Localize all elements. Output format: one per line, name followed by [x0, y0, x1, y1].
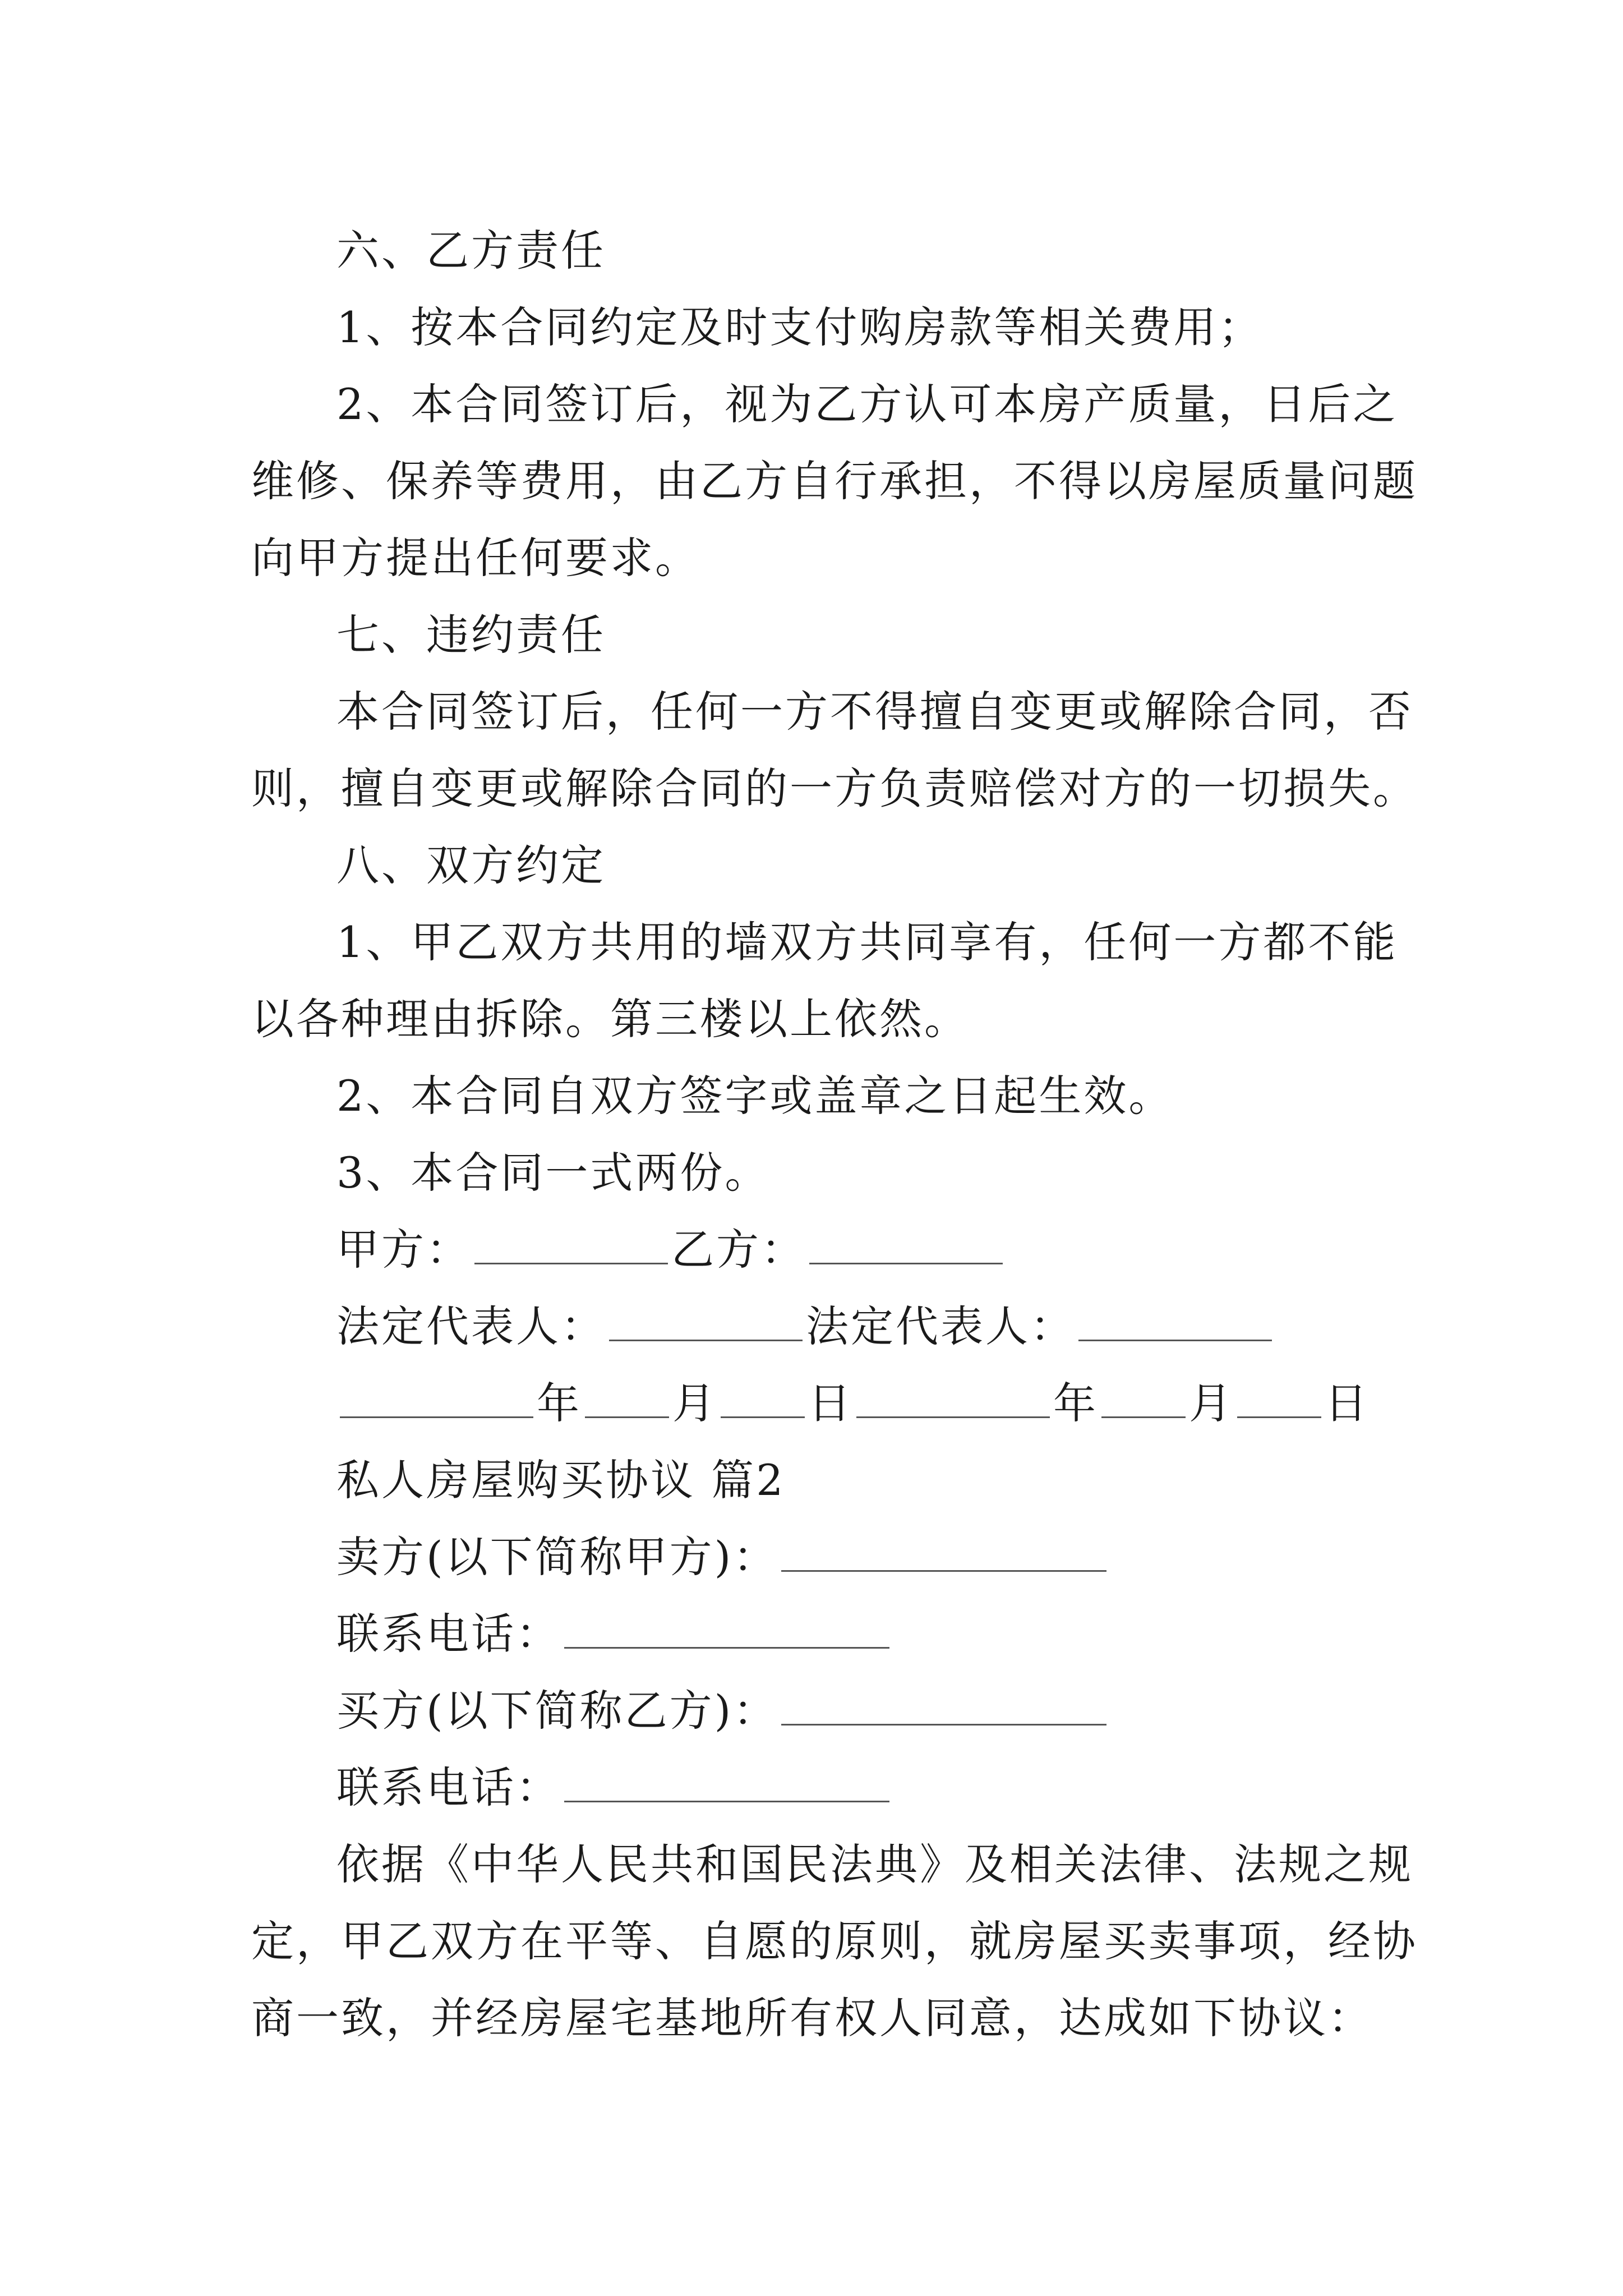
date-b-year-blank[interactable] [856, 1377, 1050, 1418]
section-8-item-1-line-2: 以各种理由拆除。第三楼以上依然。 [251, 994, 969, 1044]
seller-phone-label: 联系电话： [336, 1609, 561, 1659]
date-b-day-blank[interactable] [1237, 1377, 1321, 1418]
section-7-heading: 七、违约责任 [336, 610, 606, 660]
party-a-label: 甲方： [336, 1225, 471, 1274]
date-b-month-blank[interactable] [1101, 1377, 1186, 1418]
seller-phone-blank[interactable] [564, 1608, 889, 1649]
document-body [251, 212, 1418, 2056]
section-8-item-3: 3、本合同一式两份。 [336, 1148, 770, 1198]
date-a-day-blank[interactable] [721, 1377, 805, 1418]
date-a-year-blank[interactable] [340, 1377, 533, 1418]
party-b-blank[interactable] [809, 1223, 1003, 1264]
section-6-item-2-line-2: 维修、保养等费用，由乙方自行承担，不得以房屋质量问题 [251, 456, 1418, 506]
date-b-month-label: 月 [1189, 1378, 1234, 1428]
section-6-item-2-line-1: 2、本合同签订后，视为乙方认可本房产质量，日后之 [336, 379, 1398, 429]
section-6-heading: 六、乙方责任 [336, 226, 606, 275]
party-a-blank[interactable] [474, 1223, 668, 1264]
preamble-line-1: 依据《中华人民共和国民法典》及相关法律、法规之规 [336, 1839, 1413, 1889]
buyer-line [251, 1672, 1401, 1749]
buyer-phone-line [251, 1749, 1401, 1826]
buyer-phone-label: 联系电话： [336, 1763, 561, 1812]
preamble-line-3: 商一致，并经房屋宅基地所有权人同意，达成如下协议： [251, 1993, 1373, 2043]
section-6-item-2-line-3: 向甲方提出任何要求。 [251, 533, 700, 583]
buyer-blank[interactable] [781, 1685, 1106, 1726]
rep-a-blank[interactable] [609, 1300, 803, 1341]
seller-blank[interactable] [781, 1531, 1106, 1572]
date-a-day-label: 日 [808, 1378, 853, 1428]
section-8-item-1-line-1: 1、甲乙双方共用的墙双方共同享有，任何一方都不能 [336, 917, 1398, 967]
rep-a-label: 法定代表人： [336, 1301, 606, 1351]
section-7-body-line-1: 本合同签订后，任何一方不得擅自变更或解除合同，否 [336, 687, 1413, 737]
preamble-line-2: 定，甲乙双方在平等、自愿的原则，就房屋买卖事项，经协 [251, 1916, 1418, 1966]
party-b-label: 乙方： [671, 1225, 806, 1274]
seller-phone-line [251, 1595, 1401, 1672]
section-8-heading: 八、双方约定 [336, 840, 606, 890]
signature-party-line [251, 1211, 1401, 1288]
rep-b-blank[interactable] [1078, 1300, 1272, 1341]
seller-label: 卖方(以下简称甲方)： [336, 1532, 778, 1582]
date-b-day-label: 日 [1325, 1378, 1370, 1428]
buyer-phone-blank[interactable] [564, 1761, 889, 1802]
date-a-month-blank[interactable] [585, 1377, 669, 1418]
agreement-section-title: 私人房屋购买协议 篇2 [336, 1455, 786, 1505]
section-8-item-2: 2、本合同自双方签字或盖章之日起生效。 [336, 1071, 1174, 1121]
seller-line [251, 1519, 1401, 1595]
section-7-body-line-2: 则，擅自变更或解除合同的一方负责赔偿对方的一切损失。 [251, 763, 1418, 813]
signature-rep-line [251, 1288, 1401, 1365]
date-b-year-label: 年 [1053, 1378, 1098, 1428]
date-a-month-label: 月 [672, 1378, 717, 1428]
signature-date-line [251, 1365, 1401, 1442]
section-6-item-1: 1、按本合同约定及时支付购房款等相关费用； [336, 302, 1264, 352]
rep-b-label: 法定代表人： [806, 1301, 1075, 1351]
date-a-year-label: 年 [537, 1378, 582, 1428]
buyer-label: 买方(以下简称乙方)： [336, 1686, 778, 1736]
